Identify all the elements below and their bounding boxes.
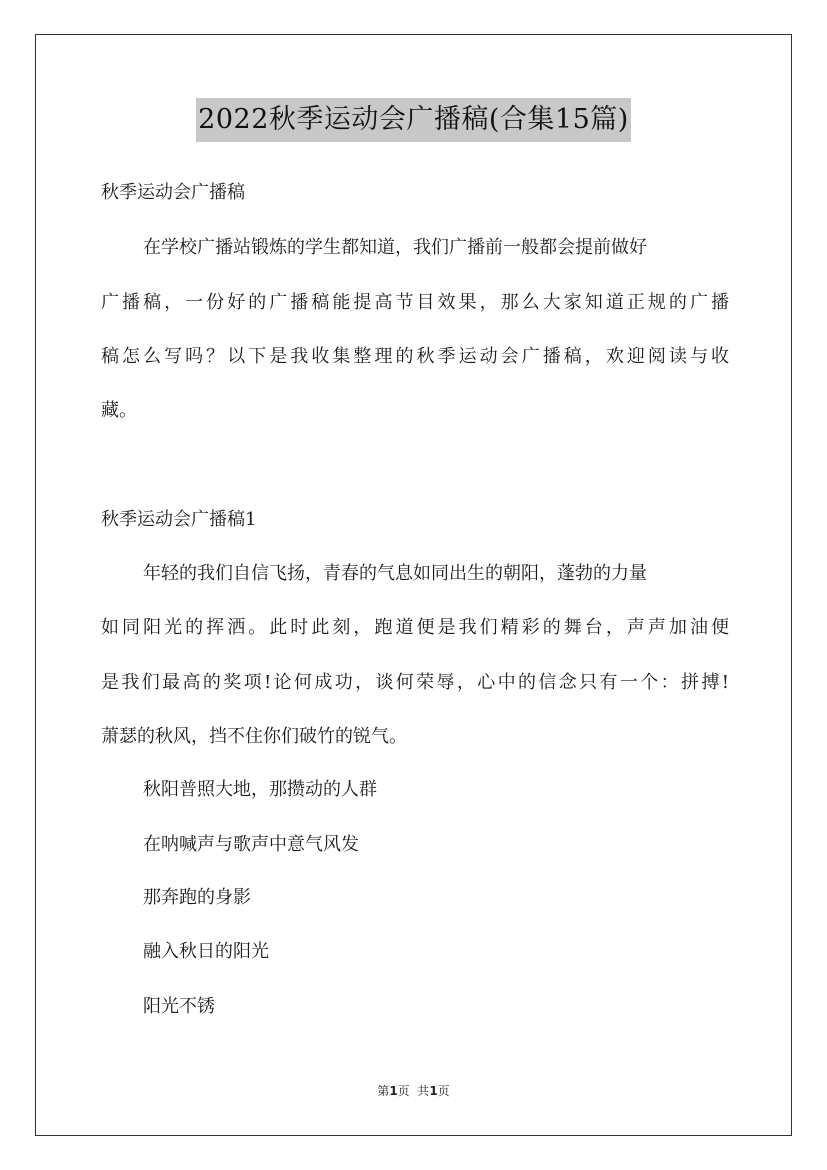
intro-line: 在学校广播站锻炼的学生都知道，我们广播前一般都会提前做好 <box>143 237 647 258</box>
poem-line: 那奔跑的身影 <box>143 887 251 908</box>
page-mid: 页 共 <box>397 1084 430 1098</box>
intro-line: 稿怎么写吗？以下是我收集整理的秋季运动会广播稿，欢迎阅读与收 <box>101 346 729 367</box>
intro-line: 藏。 <box>101 400 137 421</box>
page-total: 1 <box>429 1084 438 1098</box>
paragraph-line: 年轻的我们自信飞扬，青春的气息如同出生的朝阳，蓬勃的力量 <box>143 563 647 584</box>
page-footer <box>0 1083 827 1099</box>
subheading: 秋季运动会广播稿1 <box>101 509 257 530</box>
document-title: 2022秋季运动会广播稿(合集15篇) <box>196 98 631 142</box>
poem-line: 阳光不锈 <box>143 996 215 1017</box>
poem-line: 融入秋日的阳光 <box>143 941 269 962</box>
paragraph-line: 是我们最高的奖项!论何成功，谈何荣辱，心中的信念只有一个：拼搏! <box>101 672 729 693</box>
page-suffix: 页 <box>437 1084 450 1098</box>
section-heading: 秋季运动会广播稿 <box>101 182 245 203</box>
page-number: 1 <box>389 1084 398 1098</box>
paragraph-line: 如同阳光的挥洒。此时此刻，跑道便是我们精彩的舞台，声声加油便 <box>101 617 729 638</box>
page-prefix: 第 <box>377 1084 390 1098</box>
poem-line: 在呐喊声与歌声中意气风发 <box>143 834 359 855</box>
paragraph-line: 萧瑟的秋风，挡不住你们破竹的锐气。 <box>101 726 407 747</box>
poem-line: 秋阳普照大地，那攒动的人群 <box>143 779 377 800</box>
intro-line: 广播稿，一份好的广播稿能提高节目效果，那么大家知道正规的广播 <box>101 292 729 313</box>
title-container <box>0 98 827 142</box>
